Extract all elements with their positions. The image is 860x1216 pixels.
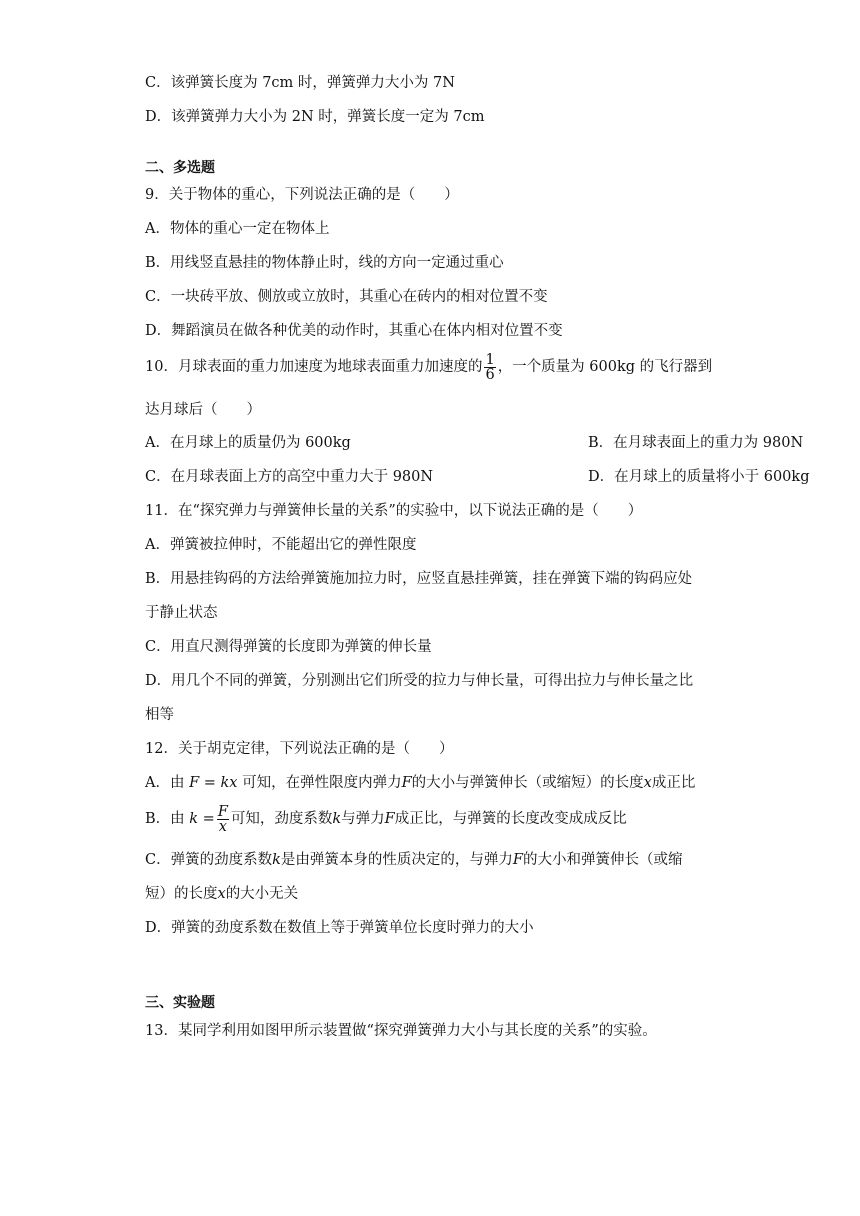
q12-c-post: 的大小和弹簧伸长（或缩	[522, 852, 683, 868]
q11-stem: 11．在“探究弹力与弹簧伸长量的关系”的实验中，以下说法正确的是（ ）	[145, 503, 643, 519]
hooke-law-formula: F = kx	[189, 775, 238, 791]
q12-option-c-line2	[145, 884, 298, 904]
var-f: F	[512, 852, 523, 868]
q11-option-a: A．弹簧被拉伸时，不能超出它的弹性限度	[145, 537, 417, 553]
q11-option-b-line1: B．用悬挂钩码的方法给弹簧施加拉力时，应竖直悬挂弹簧，挂在弹簧下端的钩码应处	[145, 571, 693, 587]
fraction-numerator: F	[217, 803, 228, 820]
q11-option-c: C．用直尺测得弹簧的长度即为弹簧的伸长量	[145, 639, 432, 655]
section-heading-multiple-choice: 二、多选题	[145, 160, 215, 176]
q9-stem: 9．关于物体的重心，下列说法正确的是（ ）	[145, 187, 459, 203]
fraction-denominator: 6	[485, 366, 495, 383]
q10-option-d: D．在月球上的质量将小于 600kg	[588, 469, 810, 485]
fraction-numerator: 1	[485, 351, 495, 368]
q10-option-a: A．在月球上的质量仍为 600kg	[145, 435, 351, 451]
q12-option-d: D．弹簧的劲度系数在数值上等于弹簧单位长度时弹力的大小	[145, 920, 534, 936]
var-f: F	[384, 811, 395, 827]
q10-option-b: B．在月球表面上的重力为 980N	[588, 435, 804, 451]
var-f: F	[401, 775, 412, 791]
fraction-denominator: x	[218, 818, 227, 835]
q10-stem-pre: 10．月球表面的重力加速度为地球表面重力加速度的	[145, 359, 483, 375]
q12-option-c-line1	[145, 850, 682, 870]
var-x: x	[217, 886, 226, 902]
q11-option-b-line2: 于静止状态	[145, 605, 218, 621]
q8-option-d: D．该弹簧弹力大小为 2N 时，弹簧长度一定为 7cm	[145, 109, 485, 125]
q11-option-d-line2: 相等	[145, 707, 174, 723]
q12-option-b	[145, 804, 627, 834]
q12-a-pre: A．由	[145, 775, 185, 791]
q10-stem	[145, 352, 712, 382]
q12-b-post: 成正比，与弹簧的长度改变成成反比	[394, 811, 627, 827]
q8-option-c: C．该弹簧长度为 7cm 时，弹簧弹力大小为 7N	[145, 75, 455, 91]
q12-a-mid: 可知，在弹性限度内弹力	[242, 775, 402, 791]
q12-b-mid: 可知，劲度系数	[230, 811, 333, 827]
var-x: x	[643, 775, 652, 791]
q12-b-pre: B．由	[145, 811, 185, 827]
q10-stem-line2: 达月球后（ ）	[145, 402, 261, 418]
q12-c2-pre: 短）的长度	[145, 886, 218, 902]
q10-options-row1	[145, 433, 804, 453]
q12-c-pre: C．弹簧的劲度系数	[145, 852, 273, 868]
q12-a-mid2: 的大小与弹簧伸长（或缩短）的长度	[411, 775, 644, 791]
q12-c-mid: 是由弹簧本身的性质决定的，与弹力	[280, 852, 513, 868]
q9-option-a: A．物体的重心一定在物体上	[145, 221, 330, 237]
q9-option-b: B．用线竖直悬挂的物体静止时，线的方向一定通过重心	[145, 255, 504, 271]
q12-a-post: 成正比	[651, 775, 696, 791]
var-k: k	[332, 811, 342, 827]
q12-b-mid2: 与弹力	[341, 811, 385, 827]
q12-option-a	[145, 773, 695, 793]
q12-stem: 12．关于胡克定律，下列说法正确的是（ ）	[145, 741, 454, 757]
q10-option-c: C．在月球表面上方的高空中重力大于 980N	[145, 469, 434, 485]
fraction-f-over-x	[217, 805, 229, 834]
section-heading-experiment: 三、实验题	[145, 995, 215, 1011]
q13-stem: 13．某同学利用如图甲所示装置做“探究弹簧弹力大小与其长度的关系”的实验。	[145, 1023, 657, 1039]
q9-option-d: D．舞蹈演员在做各种优美的动作时，其重心在体内相对位置不变	[145, 323, 563, 339]
var-k-eq: k =	[189, 811, 215, 827]
q10-options-row2	[145, 467, 810, 487]
q12-c2-post: 的大小无关	[225, 886, 299, 902]
var-k: k	[272, 852, 281, 868]
q11-option-d-line1: D．用几个不同的弹簧，分别测出它们所受的拉力与伸长量，可得出拉力与伸长量之比	[145, 673, 694, 689]
q9-option-c: C．一块砖平放、侧放或立放时，其重心在砖内的相对位置不变	[145, 289, 548, 305]
fraction-one-sixth	[484, 353, 495, 382]
q10-stem-post: ，一个质量为 600kg 的飞行器到	[497, 359, 713, 375]
